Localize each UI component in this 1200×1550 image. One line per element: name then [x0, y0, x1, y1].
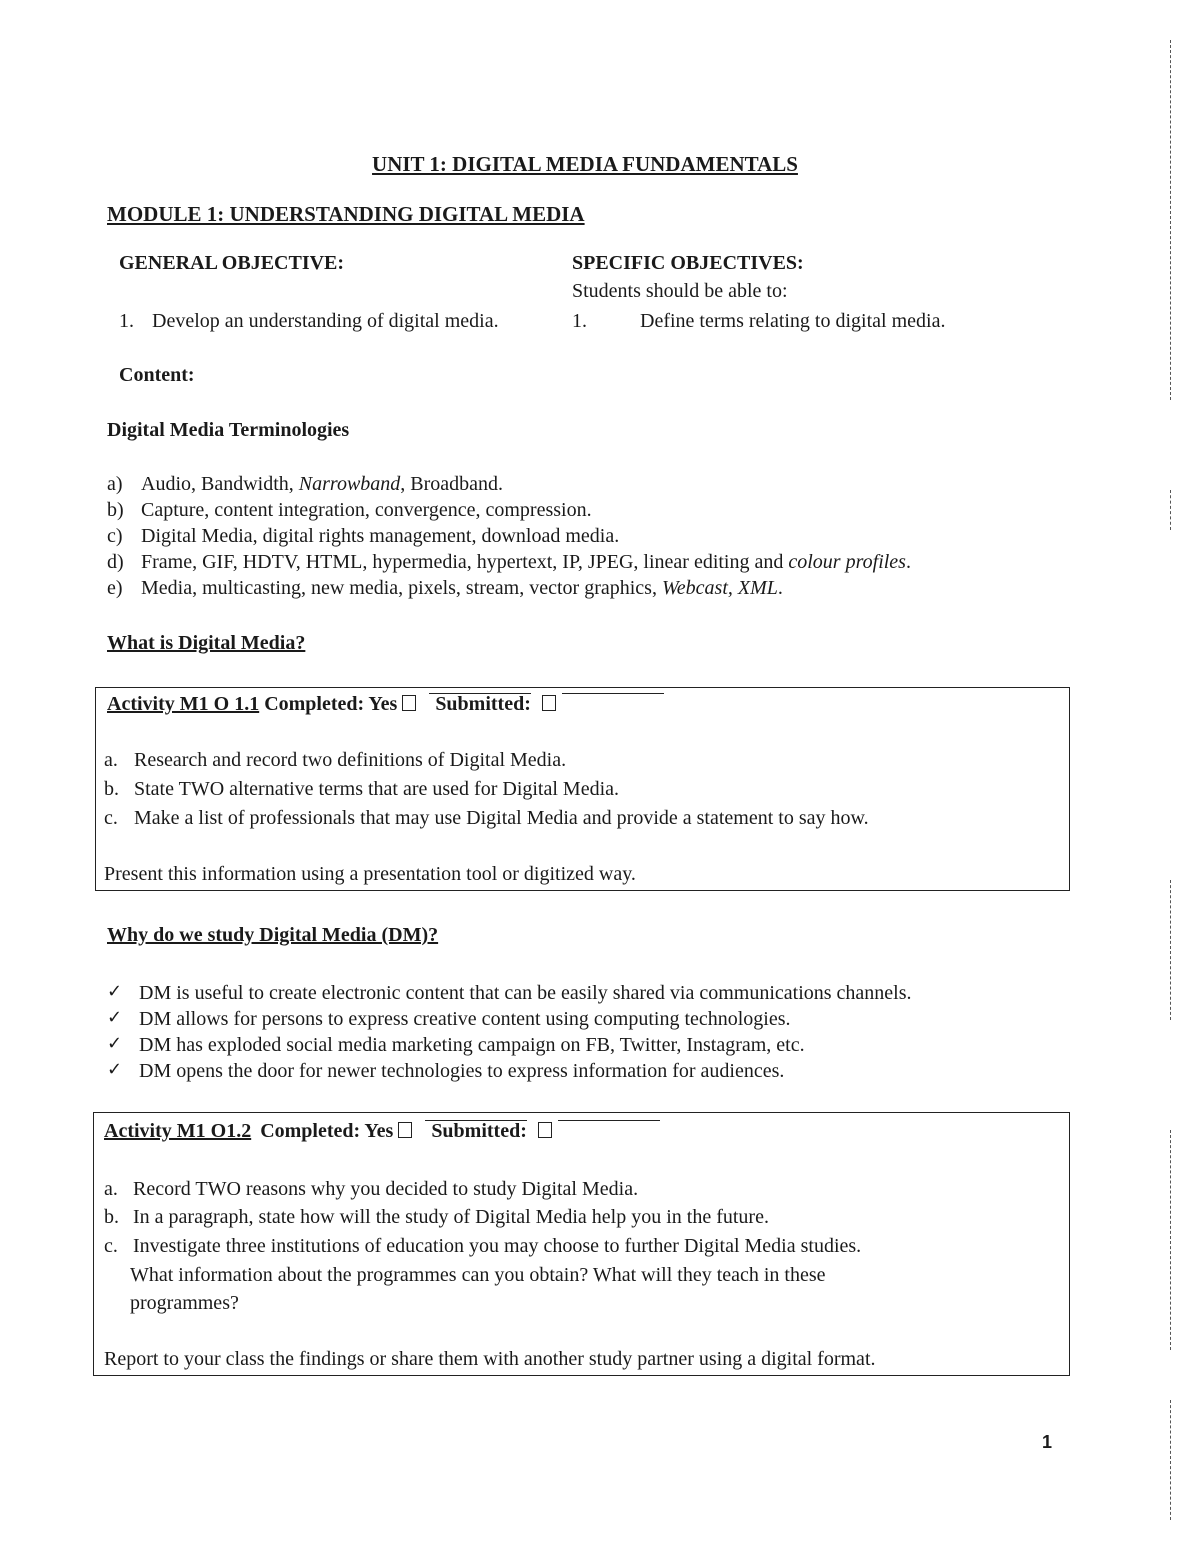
activity-item-text: Investigate three institutions of education you may choose to further Digital Media studies.: [133, 1235, 862, 1257]
terminologies-heading: Digital Media Terminologies: [107, 419, 350, 441]
scan-edge-mark: [1170, 490, 1171, 530]
checkmark-icon: ✓: [107, 981, 123, 1002]
scan-edge-mark: [1170, 40, 1171, 400]
checkmark-icon: ✓: [107, 1033, 123, 1054]
activity-item: [104, 1206, 769, 1229]
activity-2-header: [104, 1120, 552, 1143]
activity-item-continuation: What information about the programmes can you obtain? What will they teach in these: [130, 1264, 826, 1286]
why-item: DM has exploded social media marketing campaign on FB, Twitter, Instagram, etc.: [139, 1034, 805, 1056]
scan-edge-mark: [1170, 880, 1171, 1020]
checkmark-icon: ✓: [107, 1059, 123, 1080]
term-item: [107, 499, 592, 522]
activity-item-text: Research and record two definitions of Digital Media.: [134, 749, 567, 771]
completed-checkbox[interactable]: [402, 695, 416, 711]
checkmark-icon: ✓: [107, 1007, 123, 1028]
activity-1-submitted: Submitted:: [435, 693, 531, 715]
activity-item: [104, 1235, 862, 1258]
unit-title: UNIT 1: DIGITAL MEDIA FUNDAMENTALS: [372, 152, 798, 176]
why-item: DM allows for persons to express creative content using computing technologies.: [139, 1008, 791, 1030]
module-title: MODULE 1: UNDERSTANDING DIGITAL MEDIA: [107, 202, 585, 226]
term-item: [107, 473, 504, 496]
activity-item-text: Record TWO reasons why you decided to study Digital Media.: [133, 1178, 639, 1200]
specific-objective-number: 1.: [572, 310, 587, 332]
general-objective-number: 1.: [119, 310, 134, 332]
term-letter: e): [107, 577, 123, 599]
activity-item-text: State TWO alternative terms that are used for Digital Media.: [134, 778, 620, 800]
activity-item-letter: a.: [104, 1178, 118, 1200]
activity-item-letter: b.: [104, 1206, 119, 1228]
submitted-date-line[interactable]: [562, 693, 664, 694]
activity-item: [104, 1178, 639, 1201]
activity-2-footer: Report to your class the findings or share them with another study partner using a digital format.: [104, 1348, 876, 1370]
why-item: DM is useful to create electronic content that can be easily shared via communications channels.: [139, 982, 912, 1004]
activity-item-text: Make a list of professionals that may use Digital Media and provide a statement to say how.: [134, 807, 869, 829]
activity-item-letter: b.: [104, 778, 119, 800]
general-objective-text: Develop an understanding of digital media.: [152, 310, 499, 332]
activity-item: [104, 778, 620, 801]
activity-item-letter: a.: [104, 749, 118, 771]
activity-1-footer: Present this information using a presentation tool or digitized way.: [104, 863, 636, 885]
activity-2-completed: Completed: Yes: [260, 1120, 394, 1142]
content-label: Content:: [119, 364, 195, 386]
activity-1-completed: Completed: Yes: [264, 693, 398, 715]
activity-item: [104, 749, 567, 772]
activity-2-label: Activity M1 O1.2: [104, 1120, 252, 1142]
activity-item: [104, 807, 869, 830]
activity-item-text: In a paragraph, state how will the study of Digital Media help you in the future.: [133, 1206, 769, 1228]
page-number: 1: [1042, 1432, 1053, 1452]
activity-1-label: Activity M1 O 1.1: [107, 693, 260, 715]
activity-1-header: [107, 693, 556, 716]
specific-objectives-intro: Students should be able to:: [572, 280, 788, 302]
activity-2-submitted: Submitted:: [431, 1120, 527, 1142]
term-item: [107, 525, 620, 548]
completed-date-line[interactable]: [425, 1120, 527, 1121]
term-letter: c): [107, 525, 123, 547]
activity-item-letter: c.: [104, 1235, 118, 1257]
specific-objectives-heading: SPECIFIC OBJECTIVES:: [572, 252, 804, 274]
term-text: Media, multicasting, new media, pixels, stream, vector graphics, Webcast, XML.: [141, 577, 783, 599]
term-letter: b): [107, 499, 124, 521]
term-letter: a): [107, 473, 123, 495]
general-objective-heading: GENERAL OBJECTIVE:: [119, 252, 345, 274]
completed-date-line[interactable]: [429, 693, 531, 694]
scan-edge-mark: [1170, 1400, 1171, 1520]
term-text: Capture, content integration, convergence, compression.: [141, 499, 592, 521]
why-item: DM opens the door for newer technologies to express information for audiences.: [139, 1060, 785, 1082]
term-text: Digital Media, digital rights management, download media.: [141, 525, 620, 547]
section-why-heading: Why do we study Digital Media (DM)?: [107, 924, 439, 946]
specific-objective-text: Define terms relating to digital media.: [640, 310, 946, 332]
completed-checkbox[interactable]: [398, 1122, 412, 1138]
submitted-checkbox[interactable]: [538, 1122, 552, 1138]
activity-item-letter: c.: [104, 807, 118, 829]
submitted-checkbox[interactable]: [542, 695, 556, 711]
term-text: Frame, GIF, HDTV, HTML, hypermedia, hypertext, IP, JPEG, linear editing and colour profiles.: [141, 551, 911, 573]
term-text: Audio, Bandwidth, Narrowband, Broadband.: [141, 473, 504, 495]
term-letter: d): [107, 551, 124, 573]
term-item: [107, 551, 911, 574]
submitted-date-line[interactable]: [558, 1120, 660, 1121]
term-item: [107, 577, 783, 600]
activity-item-continuation: programmes?: [130, 1292, 239, 1314]
section-what-heading: What is Digital Media?: [107, 632, 306, 654]
scan-edge-mark: [1170, 1130, 1171, 1350]
